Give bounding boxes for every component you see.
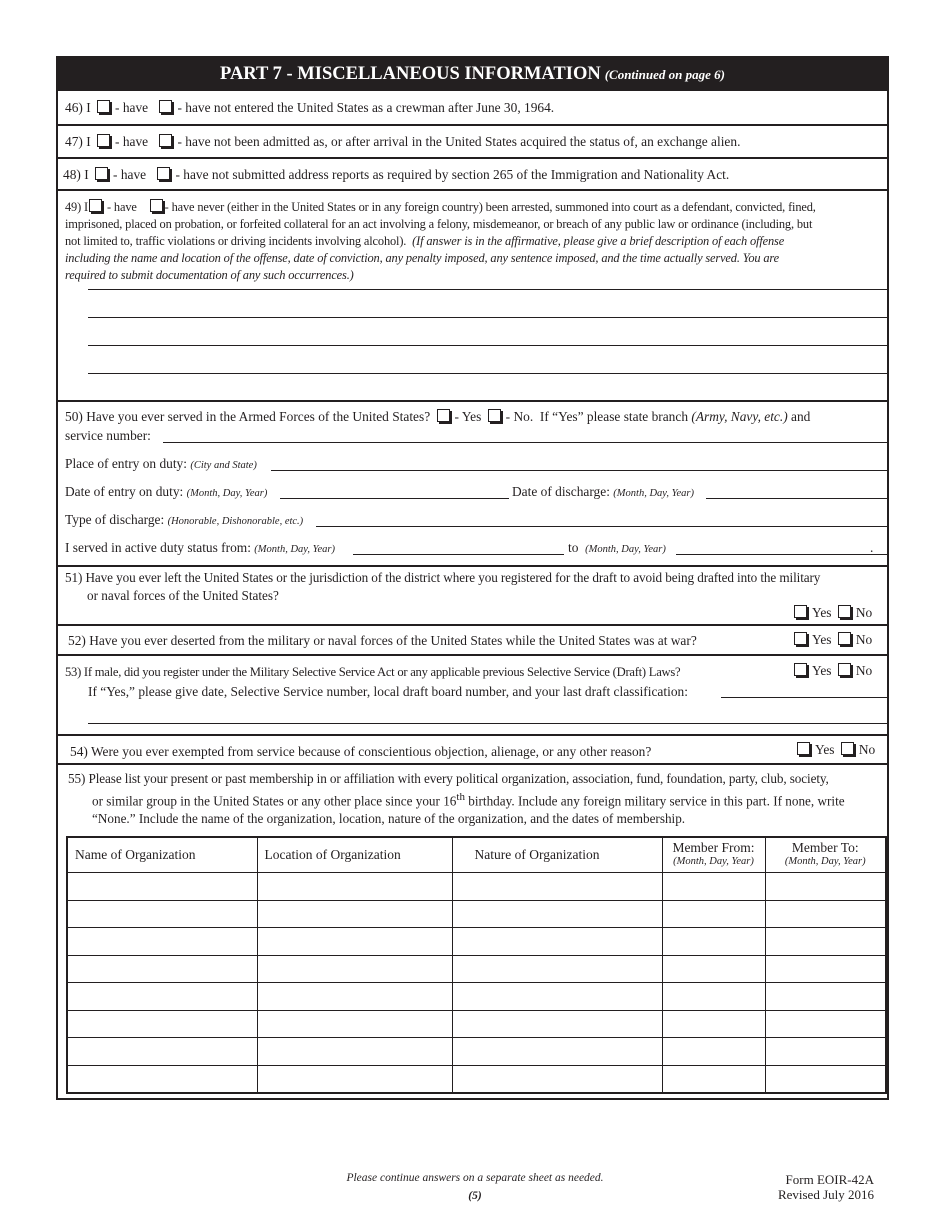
table-cell[interactable] — [257, 1038, 452, 1066]
table-cell[interactable] — [67, 1010, 257, 1038]
q54-yes-checkbox[interactable] — [797, 742, 810, 755]
type-of-discharge-label: Type of discharge: (Honorable, Dishonorable, etc.) — [65, 512, 304, 527]
table-row — [67, 983, 886, 1011]
place-of-entry-label: Place of entry on duty: (City and State) — [65, 456, 257, 471]
date-of-entry-field[interactable] — [280, 498, 509, 499]
table-cell[interactable] — [765, 1010, 886, 1038]
q50-no-checkbox[interactable] — [488, 409, 501, 422]
date-of-entry-label: Date of entry on duty: (Month, Day, Year) — [65, 484, 268, 499]
q53-if-yes: If “Yes,” please give date, Selective Service number, local draft board number, and your last draft classification: — [88, 684, 688, 699]
table-cell[interactable] — [67, 955, 257, 983]
divider — [58, 157, 887, 159]
q49-have-never-checkbox[interactable] — [150, 199, 163, 212]
form-part-7 — [56, 56, 889, 1100]
q53-no-checkbox[interactable] — [838, 663, 851, 676]
table-cell[interactable] — [257, 983, 452, 1011]
q51-yes-checkbox[interactable] — [794, 605, 807, 618]
question-49: 49) I - have - have never (either in the United States or in any foreign country) been arrested, summoned into court as a defendant, convicted, fined, imprisoned, placed on probation, or forfeited collateral for an act involving a felony, misdemeanor, or breach of any public law or ordinance (including, but not limited to, traffic violations or driving incidents involving alcohol). (If answer is in the affirmative, please give a brief description of each offense including the name and location of the offense, date of conviction, any penalty imposed, any sentence imposed, and the time actually served. You are required to submit documentation of any such occurrences.) — [65, 200, 816, 282]
q47-have-checkbox[interactable] — [97, 134, 110, 147]
table-cell[interactable] — [662, 1010, 765, 1038]
table-cell[interactable] — [765, 1038, 886, 1066]
table-cell[interactable] — [257, 873, 452, 901]
table-cell[interactable] — [67, 900, 257, 928]
continue-note: Please continue answers on a separate sheet as needed. — [346, 1172, 604, 1184]
form-identifier: Form EOIR-42A Revised July 2016 — [777, 1172, 874, 1202]
divider — [58, 763, 887, 765]
place-of-entry-field[interactable] — [271, 470, 887, 471]
table-cell[interactable] — [662, 1038, 765, 1066]
table-cell[interactable] — [452, 1038, 662, 1066]
divider — [58, 624, 887, 626]
question-50: 50) Have you ever served in the Armed Forces of the United States? - Yes - No. If “Yes” please state branch (Army, Navy, etc.) and — [65, 409, 811, 424]
q48-have-checkbox[interactable] — [95, 167, 108, 180]
table-row — [67, 955, 886, 983]
active-duty-label: I served in active duty status from: (Month, Day, Year) — [65, 540, 335, 555]
question-55: 55) Please list your present or past membership in or affiliation with every political organization, association, fund, foundation, party, club, society, or similar group in the United States or any other place since your 16th birthday. Include any foreign military service in this part. If none, write “None.” Include the name of the organization, location, nature of the organization, and the dates of membership. — [68, 771, 845, 827]
type-of-discharge-field[interactable] — [316, 526, 887, 527]
section-subtitle: (Continued on page 6) — [604, 67, 725, 82]
table-cell[interactable] — [452, 928, 662, 956]
organization-table — [66, 836, 887, 1094]
period: . — [870, 540, 874, 555]
divider — [58, 400, 887, 402]
col-location-of-organization: Location of Organization — [257, 837, 452, 873]
table-cell[interactable] — [257, 1065, 452, 1093]
divider — [58, 654, 887, 656]
question-53: 53) If male, did you register under the Military Selective Service Act or any applicable previous Selective Service (Draft) Laws? — [65, 665, 681, 679]
col-member-to: Member To: (Month, Day, Year) — [765, 837, 886, 873]
table-row — [67, 1010, 886, 1038]
date-of-discharge-label: Date of discharge: (Month, Day, Year) — [512, 484, 694, 499]
table-cell[interactable] — [452, 955, 662, 983]
divider — [58, 124, 887, 126]
q49-answer-line-2[interactable] — [88, 317, 887, 318]
question-47: 47) I - have - have not been admitted as, or after arrival in the United States acquired the status of, an exchange alien. — [65, 134, 741, 149]
q51-yes-no: Yes No — [791, 605, 872, 621]
q53-yes-no: Yes No — [791, 663, 872, 679]
q49-answer-line-3[interactable] — [88, 345, 887, 346]
q46-have-not-checkbox[interactable] — [159, 100, 172, 113]
q53-yes-checkbox[interactable] — [794, 663, 807, 676]
table-cell[interactable] — [765, 983, 886, 1011]
table-cell[interactable] — [765, 928, 886, 956]
table-row — [67, 1065, 886, 1093]
active-duty-from-field[interactable] — [353, 554, 564, 555]
col-nature-of-organization: Nature of Organization — [452, 837, 662, 873]
service-number-label: service number: — [65, 428, 151, 443]
q54-yes-no: Yes No — [794, 742, 875, 758]
service-number-field[interactable] — [163, 442, 887, 443]
question-46: 46) I - have - have not entered the United States as a crewman after June 30, 1964. — [65, 100, 555, 115]
table-cell[interactable] — [662, 928, 765, 956]
table-cell[interactable] — [662, 983, 765, 1011]
table-cell[interactable] — [765, 955, 886, 983]
table-cell[interactable] — [662, 955, 765, 983]
table-cell[interactable] — [765, 900, 886, 928]
q50-yes-checkbox[interactable] — [437, 409, 450, 422]
question-54: 54) Were you ever exempted from service because of conscientious objection, alienage, or any other reason? — [70, 744, 652, 759]
col-member-from: Member From: (Month, Day, Year) — [662, 837, 765, 873]
table-row — [67, 900, 886, 928]
table-cell[interactable] — [257, 928, 452, 956]
question-52: 52) Have you ever deserted from the military or naval forces of the United States while the United States was at war? — [68, 633, 697, 648]
q53-answer-field[interactable] — [721, 697, 887, 698]
section-header — [58, 58, 887, 91]
table-cell[interactable] — [452, 983, 662, 1011]
question-48: 48) I - have - have not submitted address reports as required by section 265 of the Immigration and Nationality Act. — [63, 167, 730, 182]
page-number: (5) — [468, 1190, 482, 1202]
q54-no-checkbox[interactable] — [841, 742, 854, 755]
table-cell[interactable] — [452, 1065, 662, 1093]
question-51: 51) Have you ever left the United States or the jurisdiction of the district where you registered for the draft to avoid being drafted into the military or naval forces of the United States? — [65, 570, 821, 603]
q49-answer-line-4[interactable] — [88, 373, 887, 374]
table-cell[interactable] — [257, 955, 452, 983]
q52-no-checkbox[interactable] — [838, 632, 851, 645]
col-name-of-organization: Name of Organization — [67, 837, 257, 873]
table-cell[interactable] — [765, 1065, 886, 1093]
active-duty-to-field[interactable] — [676, 554, 887, 555]
table-cell[interactable] — [67, 873, 257, 901]
table-cell[interactable] — [662, 873, 765, 901]
table-cell[interactable] — [452, 900, 662, 928]
table-cell[interactable] — [67, 983, 257, 1011]
table-row — [67, 928, 886, 956]
table-row — [67, 873, 886, 901]
table-cell[interactable] — [765, 873, 886, 901]
table-cell[interactable] — [257, 1010, 452, 1038]
q49-answer-line-1[interactable] — [88, 289, 887, 290]
table-cell[interactable] — [67, 1038, 257, 1066]
active-duty-to-label: to (Month, Day, Year) — [568, 540, 666, 555]
q52-yes-checkbox[interactable] — [794, 632, 807, 645]
divider — [58, 565, 887, 567]
q52-yes-no: Yes No — [791, 632, 872, 648]
table-cell[interactable] — [67, 1065, 257, 1093]
q53-answer-line-2[interactable] — [88, 723, 887, 724]
q47-have-not-checkbox[interactable] — [159, 134, 172, 147]
table-cell[interactable] — [452, 1010, 662, 1038]
table-cell[interactable] — [257, 900, 452, 928]
table-row — [67, 1038, 886, 1066]
q51-no-checkbox[interactable] — [838, 605, 851, 618]
table-cell[interactable] — [662, 1065, 765, 1093]
table-cell[interactable] — [452, 873, 662, 901]
q46-have-checkbox[interactable] — [97, 100, 110, 113]
table-cell[interactable] — [67, 928, 257, 956]
divider — [58, 734, 887, 736]
q49-have-checkbox[interactable] — [89, 199, 102, 212]
date-of-discharge-field[interactable] — [706, 498, 887, 499]
q48-have-not-checkbox[interactable] — [157, 167, 170, 180]
table-cell[interactable] — [662, 900, 765, 928]
section-title: PART 7 - MISCELLANEOUS INFORMATION — [220, 64, 601, 84]
divider — [58, 189, 887, 191]
